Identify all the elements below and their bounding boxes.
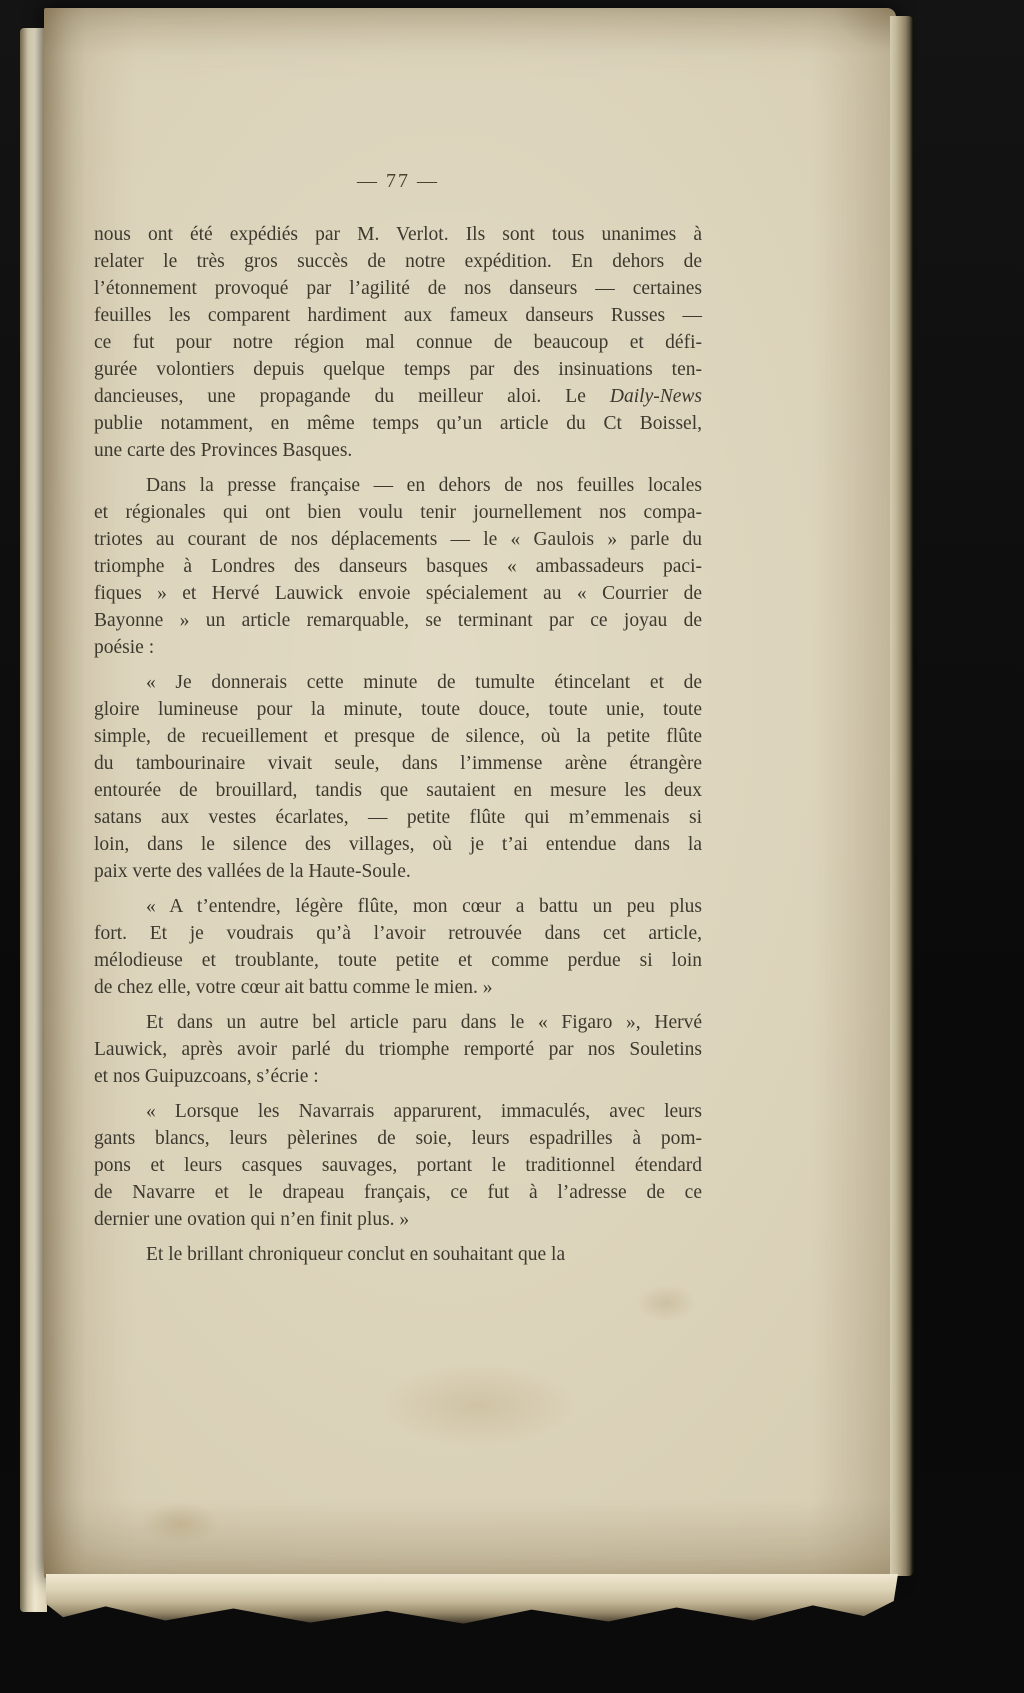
text-run: feuilles les comparent hardiment aux fameux danseurs Russes — [94, 305, 702, 326]
text-line [94, 1206, 702, 1233]
text-line [94, 1241, 702, 1268]
text-line [94, 1152, 702, 1179]
text-line [94, 1036, 702, 1063]
text-line [94, 580, 702, 607]
text-line [94, 302, 702, 329]
book-page [44, 8, 896, 1578]
paragraph [94, 1098, 702, 1233]
text-line [94, 723, 702, 750]
text-run: entourée de brouillard, tandis que sautaient en mesure les deux [94, 780, 702, 801]
page-text [94, 168, 702, 1268]
text-line [94, 410, 702, 437]
text-run: une carte des Provinces Basques. [94, 440, 353, 461]
text-run: simple, de recueillement et presque de silence, où la petite flûte [94, 726, 702, 747]
text-line [94, 893, 702, 920]
text-run: Dans la presse française — en dehors de nos feuilles locales [146, 475, 702, 496]
text-line [94, 634, 702, 661]
text-line [94, 275, 702, 302]
text-line [94, 356, 702, 383]
paragraph [94, 221, 702, 464]
text-run: du tambourinaire vivait seule, dans l’immense arène étrangère [94, 753, 702, 774]
page-edge-left [20, 28, 47, 1612]
text-line [94, 1063, 702, 1090]
text-run: gants blancs, leurs pèlerines de soie, leurs espadrilles à pom- [94, 1128, 702, 1149]
text-run: mélodieuse et troublante, toute petite et comme perdue si loin [94, 950, 702, 971]
text-run: de chez elle, votre cœur ait battu comme le mien. » [94, 977, 493, 998]
text-run: gurée volontiers depuis quelque temps par des insinuations ten- [94, 359, 702, 380]
text-line [94, 329, 702, 356]
text-run: poésie : [94, 637, 155, 658]
paragraph [94, 1241, 702, 1268]
text-run: paix verte des vallées de la Haute-Soule. [94, 861, 411, 882]
text-run: fort. Et je voudrais qu’à l’avoir retrouvée dans cet article, [94, 923, 702, 944]
text-run: dancieuses, une propagande du meilleur aloi. Le [94, 386, 610, 407]
text-line [94, 804, 702, 831]
text-run: triomphe à Londres des danseurs basques « ambassadeurs paci- [94, 556, 702, 577]
text-run: Et le brillant chroniqueur conclut en souhaitant que la [146, 1244, 566, 1265]
text-line [94, 920, 702, 947]
text-line [94, 553, 702, 580]
text-run: Bayonne » un article remarquable, se terminant par ce joyau de [94, 610, 702, 631]
text-run: fiques » et Hervé Lauwick envoie spécialement au « Courrier de [94, 583, 702, 604]
text-line [94, 750, 702, 777]
text-run: « Lorsque les Navarrais apparurent, immaculés, avec leurs [146, 1101, 702, 1122]
text-run: « Je donnerais cette minute de tumulte étincelant et de [146, 672, 702, 693]
text-run: et nos Guipuzcoans, s’écrie : [94, 1066, 319, 1087]
text-run: publie notamment, en même temps qu’un article du Ct Boissel, [94, 413, 702, 434]
text-line [94, 526, 702, 553]
text-run: Lauwick, après avoir parlé du triomphe remporté par nos Souletins [94, 1039, 702, 1060]
text-run: satans aux vestes écarlates, — petite flûte qui m’emmenais si [94, 807, 702, 828]
text-run: et régionales qui ont bien voulu tenir journellement nos compa- [94, 502, 702, 523]
text-line [94, 472, 702, 499]
text-line [94, 1125, 702, 1152]
italic-text-run: Daily-News [609, 386, 702, 407]
text-run: dernier une ovation qui n’en finit plus. » [94, 1209, 410, 1230]
text-line [94, 669, 702, 696]
text-run: nous ont été expédiés par M. Verlot. Ils sont tous unanimes à [94, 224, 702, 245]
text-run: de Navarre et le drapeau français, ce fut à l’adresse de ce [94, 1182, 702, 1203]
text-run: loin, dans le silence des villages, où je t’ai entendue dans la [94, 834, 702, 855]
text-line [94, 858, 702, 885]
text-line [94, 248, 702, 275]
text-run: pons et leurs casques sauvages, portant le traditionnel étendard [94, 1155, 702, 1176]
text-line [94, 1009, 702, 1036]
text-line [94, 777, 702, 804]
text-run: triotes au courant de nos déplacements — le « Gaulois » parle du [94, 529, 702, 550]
text-line [94, 947, 702, 974]
text-line [94, 1179, 702, 1206]
text-line [94, 221, 702, 248]
text-run: l’étonnement provoqué par l’agilité de nos danseurs — certaines [94, 278, 702, 299]
text-run: ce fut pour notre région mal connue de beaucoup et défi- [94, 332, 702, 353]
text-line [94, 437, 702, 464]
text-line [94, 607, 702, 634]
text-line [94, 499, 702, 526]
text-run: gloire lumineuse pour la minute, toute douce, toute unie, toute [94, 699, 702, 720]
page-stack-right-edge [890, 16, 914, 1576]
page-number: — 77 — [357, 170, 439, 192]
text-run: relater le très gros succès de notre expédition. En dehors de [94, 251, 702, 272]
text-run: « A t’entendre, légère flûte, mon cœur a battu un peu plus [146, 896, 702, 917]
text-line [94, 974, 702, 1001]
text-run: Et dans un autre bel article paru dans le « Figaro », Hervé [146, 1012, 702, 1033]
text-line [94, 696, 702, 723]
page-stack-bottom-edge [46, 1574, 898, 1628]
text-line [94, 383, 702, 410]
text-line [94, 831, 702, 858]
text-line [94, 1098, 702, 1125]
paragraph [94, 1009, 702, 1090]
paragraph [94, 472, 702, 661]
paragraph [94, 893, 702, 1001]
paragraph [94, 669, 702, 885]
